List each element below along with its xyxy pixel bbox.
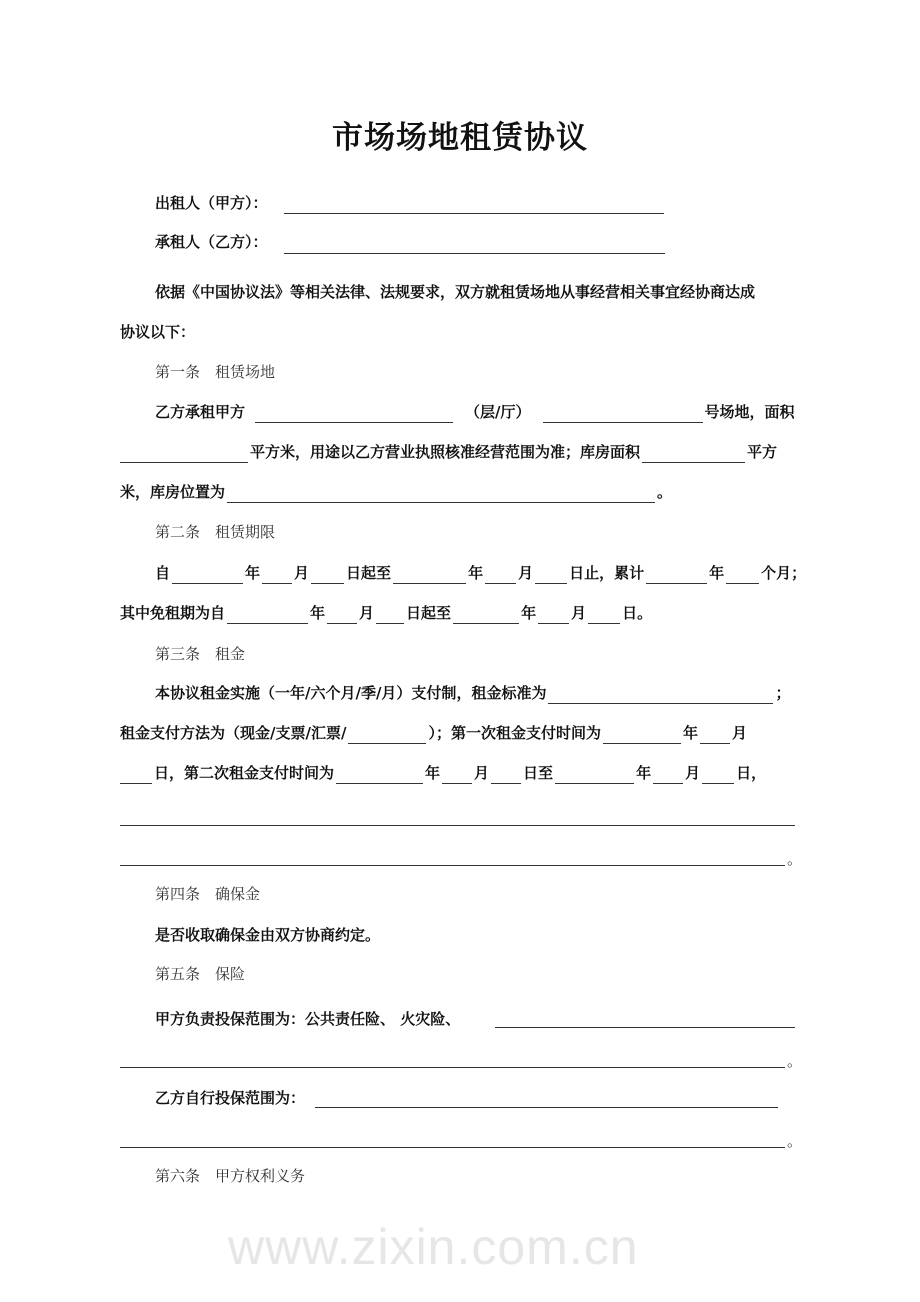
blank[interactable] [262,565,292,584]
art5-blank-1[interactable] [495,1027,795,1028]
blank[interactable] [311,565,344,584]
period: 。 [787,850,803,868]
text: 自 [155,564,171,582]
text: 月 [571,604,587,622]
document-title: 市场场地租赁协议 [332,120,588,156]
text: 其中免租期为自 [120,604,226,622]
art5-blank-3[interactable] [315,1107,778,1108]
blank[interactable] [642,444,745,463]
art5-blank-4[interactable] [120,1147,785,1148]
blank[interactable] [548,685,773,704]
text: 月 [518,564,534,582]
text: 米，库房位置为 [120,483,226,501]
text: 年 [521,604,537,622]
period: 。 [787,1052,803,1070]
text: 年 [636,764,652,782]
blank[interactable] [327,605,357,624]
text: 日。 [622,604,653,622]
text: 年 [245,564,261,582]
blank[interactable] [393,565,466,584]
text: 租金支付方法为（现金/支票/汇票/ [120,724,347,742]
art5-line-2: 乙方自行投保范围为： [155,1089,306,1107]
blank[interactable] [588,605,620,624]
art1-line-3 [120,481,672,503]
text: 月 [294,564,310,582]
text: 本协议租金实施（一年/六个月/季/月）支付制，租金标准为 [155,684,547,702]
lessee-line [155,231,268,253]
lessor-line [155,192,268,214]
text: （层/厅） [465,403,531,421]
blank[interactable] [603,725,681,744]
intro-line-2: 协议以下： [120,323,196,341]
text: 个月； [761,564,807,582]
text: 号场地，面积 [704,403,795,421]
article-3-heading: 第三条 租金 [155,645,246,663]
blank[interactable] [653,765,683,784]
article-4-heading: 第四条 确保金 [155,885,261,903]
text: 年 [468,564,484,582]
text: 日， [736,764,767,782]
text: 乙方承租甲方 [155,403,246,421]
blank[interactable] [227,484,655,503]
text: 平方米，用途以乙方营业执照核准经营范围为准；库房面积 [250,443,641,461]
text: 日起至 [346,564,392,582]
blank[interactable] [172,565,243,584]
blank[interactable] [336,765,423,784]
text: 年 [709,564,725,582]
intro-line-1: 依据《中国协议法》等相关法律、法规要求，双方就租赁场地从事经营相关事宜经协商达成 [155,283,756,301]
blank[interactable] [485,565,516,584]
art3-blank-line-1[interactable] [120,825,795,826]
art3-line-1 [155,682,790,704]
lessee-label: 承租人（乙方）： [155,233,268,251]
text: 月 [731,724,747,742]
blank[interactable] [453,605,519,624]
blank[interactable] [726,565,759,584]
art5-line-1: 甲方负责投保范围为：公共责任险、 火灾险、 [155,1010,461,1028]
period: 。 [787,1132,803,1150]
text: 日止，累计 [569,564,645,582]
blank[interactable] [543,404,703,423]
art2-line-2 [120,602,652,624]
text: 年 [682,724,698,742]
blank[interactable] [442,765,472,784]
text: 日至 [523,764,554,782]
text: ； [775,684,791,702]
text: 日，第二次租金支付时间为 [154,764,335,782]
art2-line-1 [155,562,806,584]
blank[interactable] [535,565,567,584]
art1-line-1 [155,401,795,423]
watermark: www.zixin.com.cn [228,1219,639,1275]
text: 年 [425,764,441,782]
art4-text: 是否收取确保金由双方协商约定。 [155,926,381,944]
text: 年 [310,604,326,622]
text: 月 [685,764,701,782]
art3-blank-line-2[interactable] [120,865,785,866]
article-2-heading: 第二条 租赁期限 [155,523,276,541]
blank[interactable] [538,605,569,624]
text: 平方 [747,443,778,461]
lessor-blank[interactable] [284,213,664,214]
art1-line-2 [120,441,777,463]
blank[interactable] [120,765,152,784]
lessee-blank[interactable] [284,253,665,254]
text: 日起至 [406,604,452,622]
article-6-heading: 第六条 甲方权利义务 [155,1167,306,1185]
blank[interactable] [376,605,404,624]
text: 月 [359,604,375,622]
blank[interactable] [491,765,521,784]
blank[interactable] [646,565,707,584]
blank[interactable] [555,765,634,784]
blank[interactable] [255,404,453,423]
text: 月 [474,764,490,782]
art3-line-3 [120,762,766,784]
lessor-label: 出租人（甲方）： [155,194,268,212]
art3-line-2 [120,722,747,744]
text: 。 [657,483,673,501]
blank[interactable] [702,765,734,784]
article-1-heading: 第一条 租赁场地 [155,363,276,381]
blank[interactable] [227,605,308,624]
blank[interactable] [700,725,730,744]
art5-blank-2[interactable] [120,1067,785,1068]
blank[interactable] [120,444,248,463]
text: ）；第一次租金支付时间为 [428,724,601,742]
article-5-heading: 第五条 保险 [155,965,246,983]
blank[interactable] [348,725,426,744]
